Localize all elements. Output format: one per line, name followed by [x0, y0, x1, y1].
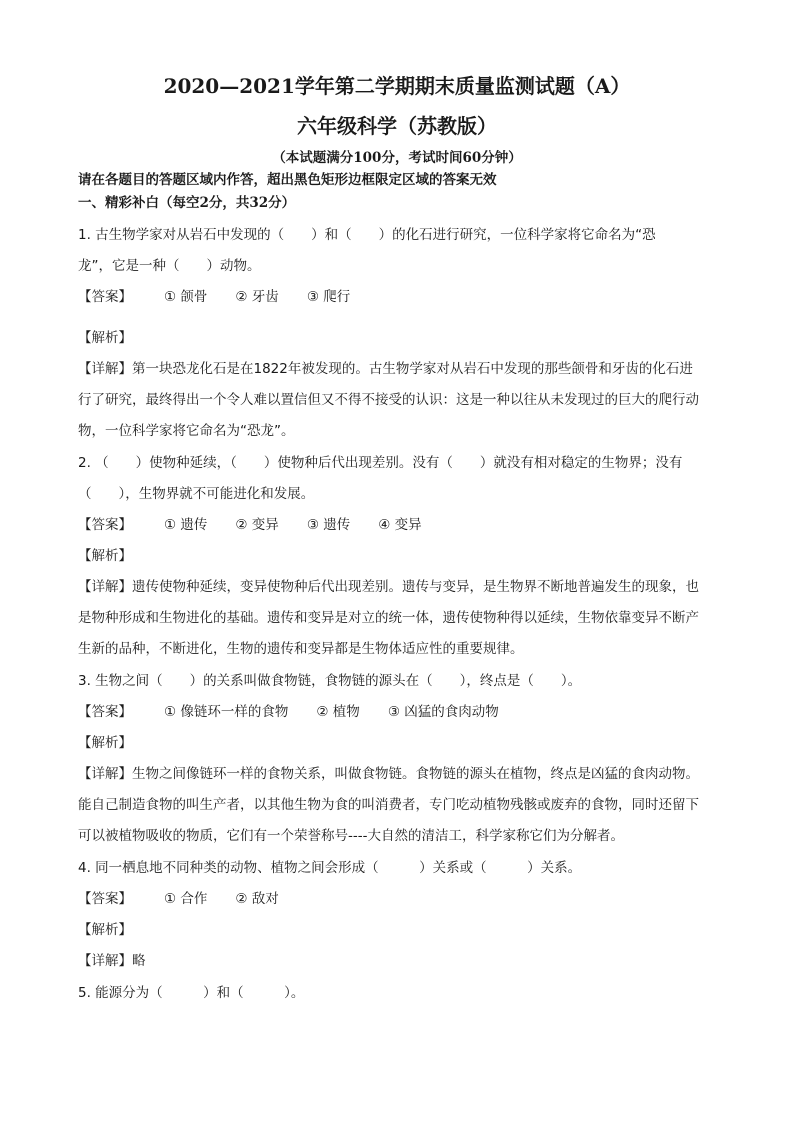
- question-2-detail-3: 生新的品种，不断进化，生物的遗传和变异都是生物体适应性的重要规律。: [78, 641, 524, 657]
- question-1-line-2: 龙”，它是一种（ ）动物。: [78, 258, 261, 274]
- question-2-line-1: 2. （ ）使物种延续，（ ）使物种后代出现差别。没有（ ）就没有相对稳定的生物界；没有: [78, 455, 683, 471]
- question-1-analysis-label: 【解析】: [78, 330, 132, 346]
- detail-text: 略: [132, 953, 146, 969]
- question-1-detail-1: [78, 359, 728, 379]
- answer-item: ③ 凶猛的食肉动物: [387, 704, 499, 720]
- detail-label: 【详解】: [78, 953, 132, 969]
- exam-subject: 六年级科学（苏教版）: [297, 114, 497, 138]
- question-2-line-2: （ ），生物界就不可能进化和发展。: [78, 486, 315, 502]
- detail-label: 【详解】: [78, 766, 132, 782]
- section-heading: 一、精彩补白（每空2分，共32分）: [78, 195, 296, 211]
- answer-item: ① 遗传: [164, 517, 208, 533]
- answer-item: ① 像链环一样的食物: [164, 704, 289, 720]
- answer-label: 【答案】: [78, 289, 132, 305]
- question-1-line-1: 1. 古生物学家对从岩石中发现的（ ）和（ ）的化石进行研究，一位科学家将它命名为“恐: [78, 227, 656, 243]
- instruction: 请在各题目的答题区域内作答，超出黑色矩形边框限定区域的答案无效: [78, 172, 497, 188]
- question-2-detail-2: 是物种形成和生物进化的基础。遗传和变异是对立的统一体，遗传使物种得以延续，生物依靠变异不断产: [78, 610, 699, 626]
- answer-item: ③ 爬行: [306, 289, 351, 305]
- answer-item: ① 合作: [164, 891, 208, 907]
- answer-item: ② 变异: [235, 517, 279, 533]
- detail-label: 【详解】: [78, 361, 132, 377]
- detail-text: 生物之间像链环一样的食物关系，叫做食物链。食物链的源头在植物，终点是凶猛的食肉动物。: [132, 766, 699, 782]
- question-3-analysis-label: 【解析】: [78, 735, 132, 751]
- question-3-detail-1: [78, 764, 728, 784]
- exam-title: 2020—2021学年第二学期期末质量监测试题（A）: [163, 74, 631, 98]
- question-3-line-1: 3. 生物之间（ ）的关系叫做食物链，食物链的源头在（ ），终点是（ ）。: [78, 673, 582, 689]
- question-2-detail-1: [78, 577, 728, 597]
- answer-item: ③ 遗传: [306, 517, 351, 533]
- question-3-answer: [78, 702, 728, 722]
- question-4-answer: [78, 889, 728, 909]
- answer-label: 【答案】: [78, 891, 132, 907]
- exam-note: （本试题满分100分，考试时间60分钟）: [272, 150, 522, 166]
- answer-item: ② 敌对: [235, 891, 279, 907]
- question-1-detail-3: 物，一位科学家将它命名为“恐龙”。: [78, 423, 295, 439]
- detail-text: 第一块恐龙化石是在1822年被发现的。古生物学家对从岩石中发现的那些颌骨和牙齿的化石进: [132, 361, 693, 377]
- question-4-detail-1: [78, 951, 728, 971]
- answer-item: ② 牙齿: [235, 289, 279, 305]
- question-4-line-1: 4. 同一栖息地不同种类的动物、植物之间会形成（ ）关系或（ ）关系。: [78, 860, 582, 876]
- answer-item: ① 颌骨: [164, 289, 208, 305]
- question-3-detail-2: 能自己制造食物的叫生产者，以其他生物为食的叫消费者，专门吃动植物残骸或废弃的食物，同时还留下: [78, 797, 699, 813]
- answer-item: ② 植物: [316, 704, 360, 720]
- question-2-answer: [78, 515, 728, 535]
- question-2-analysis-label: 【解析】: [78, 548, 132, 564]
- detail-label: 【详解】: [78, 579, 132, 595]
- question-5-line-1: 5. 能源分为（ ）和（ ）。: [78, 985, 305, 1001]
- question-4-analysis-label: 【解析】: [78, 922, 132, 938]
- question-3-detail-3: 可以被植物吸收的物质，它们有一个荣誉称号----大自然的清洁工，科学家称它们为分解者。: [78, 828, 624, 844]
- question-1-detail-2: 行了研究，最终得出一个令人难以置信但又不得不接受的认识：这是一种以往从未发现过的巨大的爬行动: [78, 392, 699, 408]
- answer-label: 【答案】: [78, 517, 132, 533]
- answer-item: ④ 变异: [378, 517, 422, 533]
- answer-label: 【答案】: [78, 704, 132, 720]
- question-1-answer: [78, 287, 728, 307]
- detail-text: 遗传使物种延续，变异使物种后代出现差别。遗传与变异，是生物界不断地普遍发生的现象，也: [132, 579, 699, 595]
